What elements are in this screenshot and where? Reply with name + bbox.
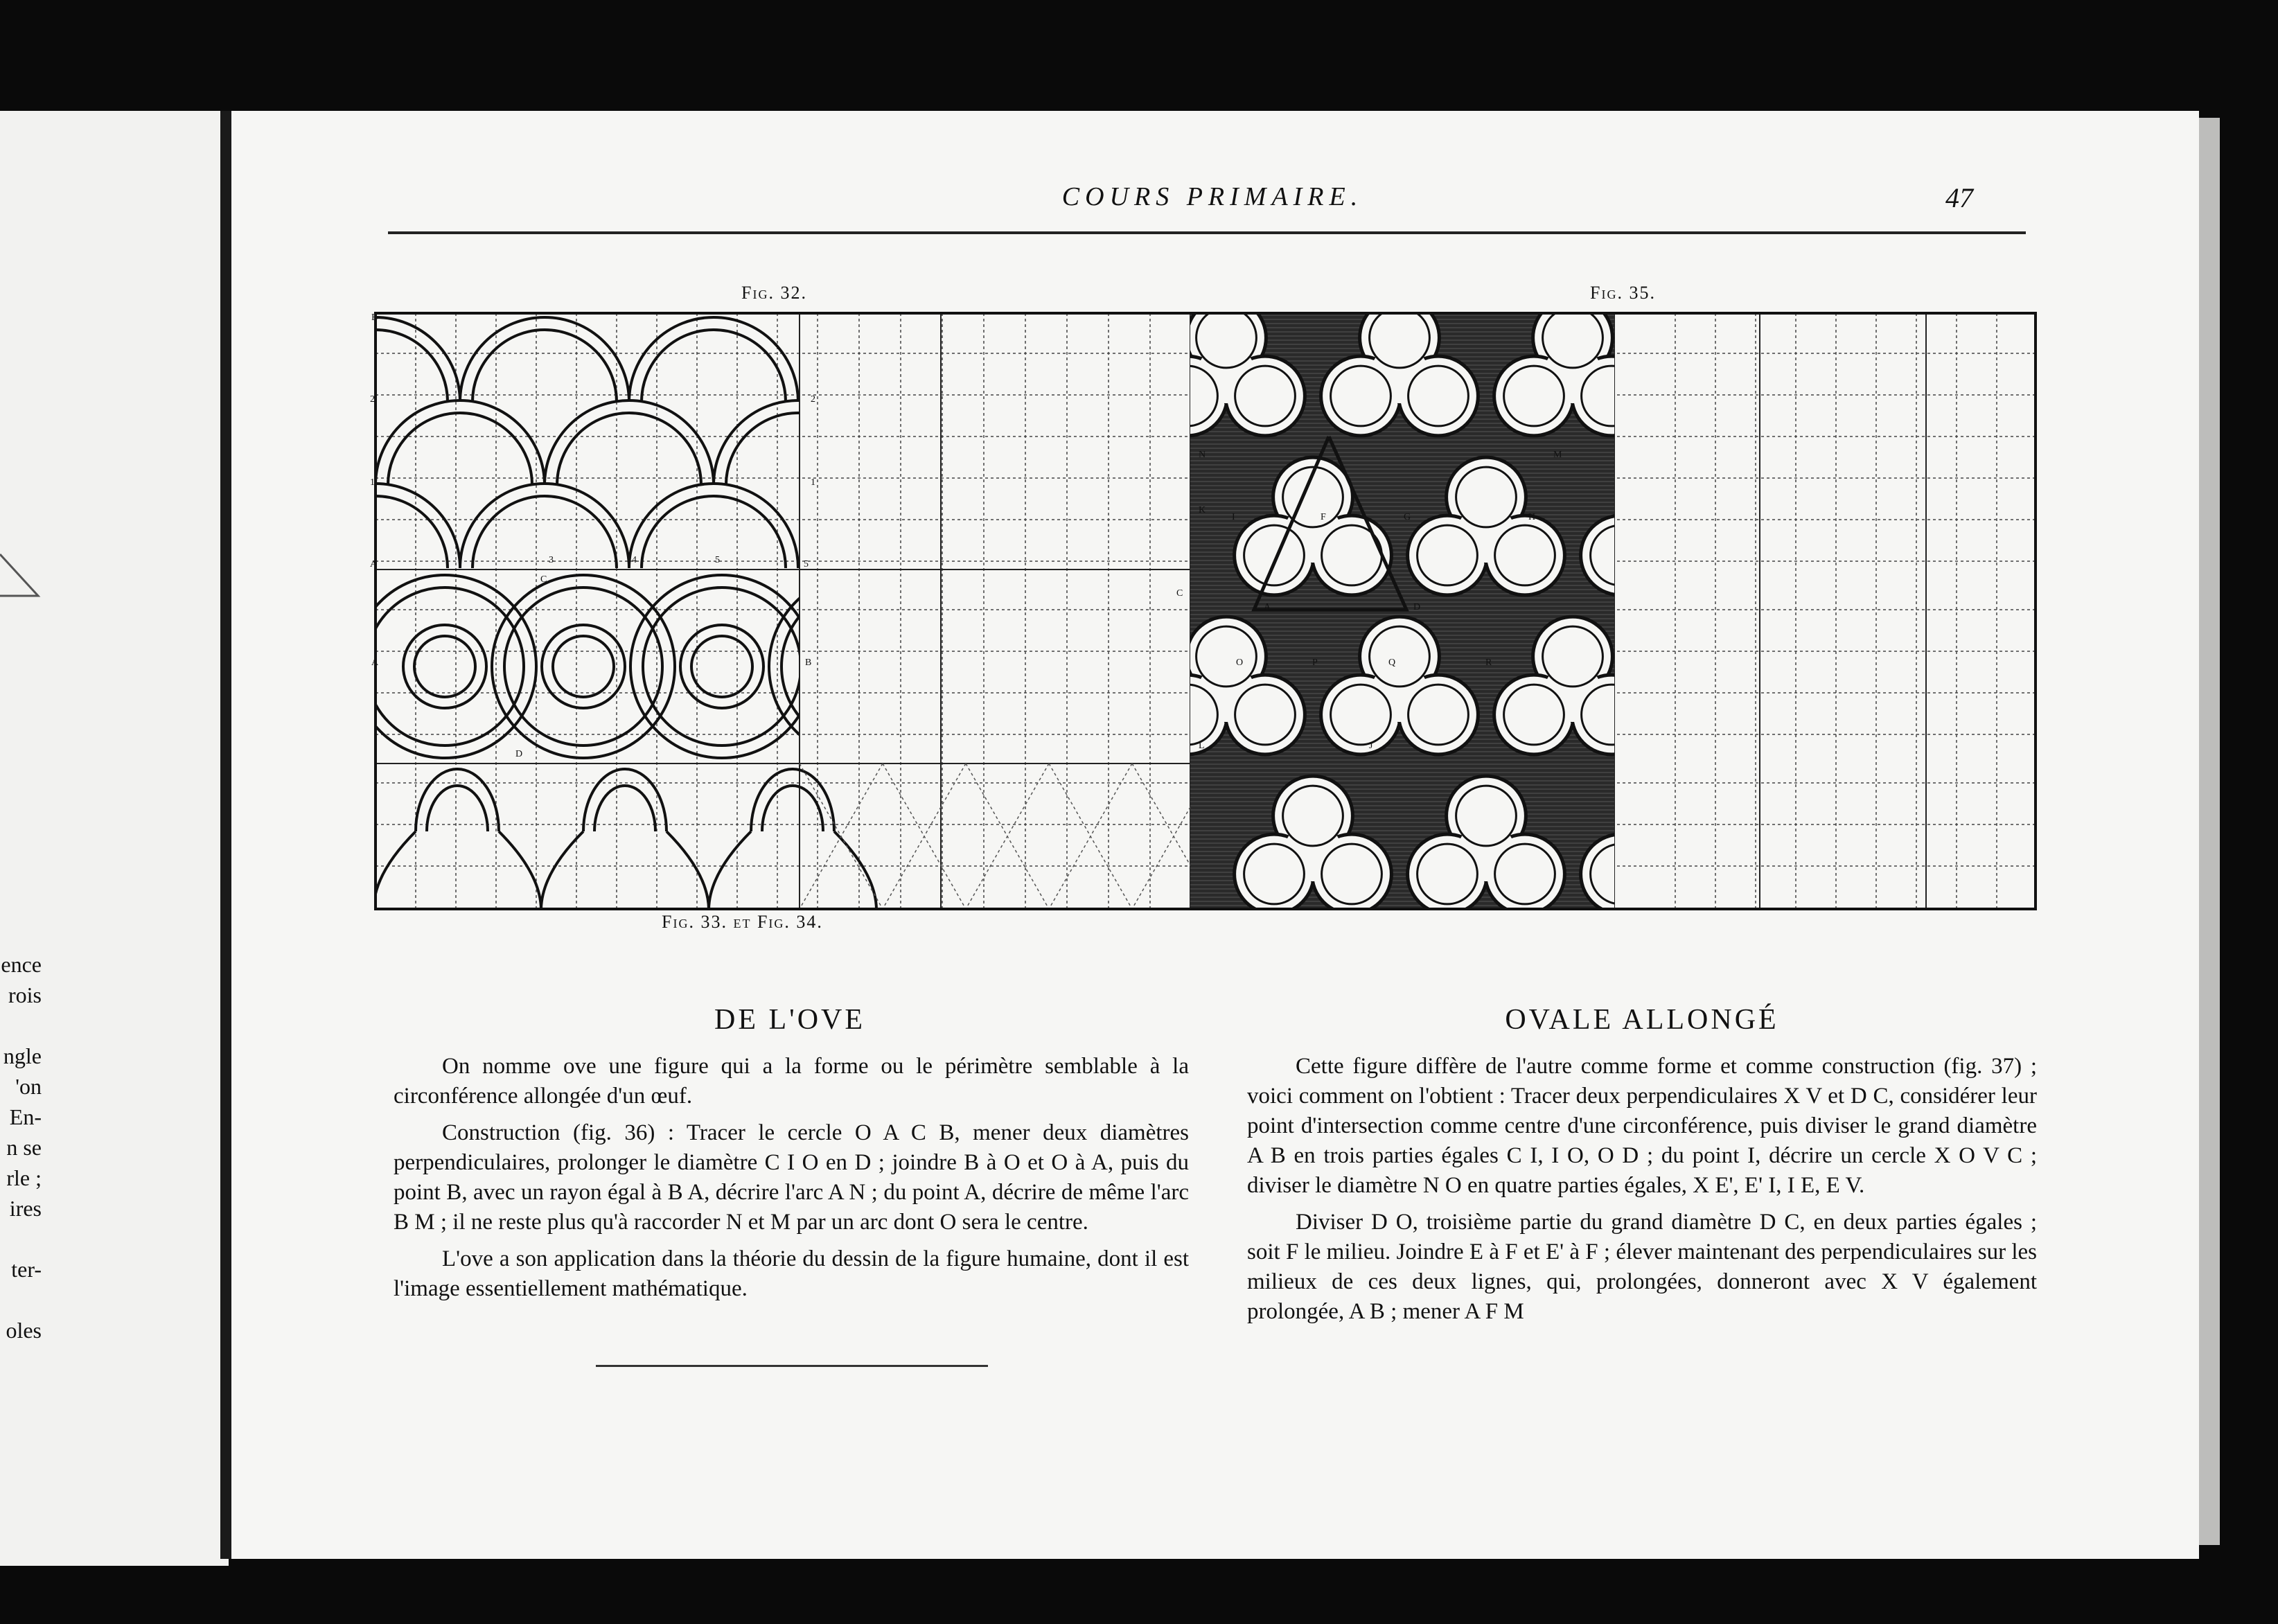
construction-letter: 2' xyxy=(370,394,377,405)
paragraph: Cette figure diffère de l'autre comme forme et comme construction (fig. 37) ; voici comment on l'obtient : Tracer deux perpendiculaires X V et D C, considérer leur point d'intersection comme centre d'une circonférence, puis diviser le grand diamètre A B en trois parties égales C I, I O, O D ; du point I, décrire un cercle X O V C ; diviser le diamètre N O en quatre parties égales, X E', E' I, I E, E V. xyxy=(1247,1054,2037,1198)
margin-fragment: ence xyxy=(1,952,42,977)
left-page xyxy=(0,111,229,1566)
construction-letter: 3 xyxy=(549,555,554,565)
construction-letter: A xyxy=(371,657,379,668)
margin-fragment: ngle xyxy=(3,1043,42,1068)
construction-letter: 2 xyxy=(811,394,815,405)
construction-letter: 1' xyxy=(370,477,377,488)
construction-letter: R xyxy=(1485,657,1492,668)
fig35-label: Fig. 35. xyxy=(1590,283,1656,303)
construction-letter: C xyxy=(540,574,547,585)
paragraph: Diviser D O, troisième partie du grand diamètre D C, en deux parties égales ; soit F le milieu. Joindre E à F et E' à F ; élever maintenant des perpendiculaires sur les milieux de ces deux lignes, qui, prolongées, donneront avec X V également prolongée, A B ; mener A F M xyxy=(1247,1210,2037,1324)
construction-letter: 4 xyxy=(632,555,637,565)
margin-fragment: oles xyxy=(6,1318,42,1343)
margin-fragment xyxy=(0,1010,42,1041)
construction-letter: B xyxy=(805,657,812,668)
page-number: 47 xyxy=(1945,182,1973,213)
construction-letter: M xyxy=(1553,450,1562,460)
construction-letter: O xyxy=(1236,657,1244,668)
running-header: COURS PRIMAIRE. xyxy=(1061,182,1363,211)
margin-fragment xyxy=(0,1224,42,1254)
margin-fragment: ter- xyxy=(11,1257,42,1282)
fig35-trefoil-pattern xyxy=(1148,305,1738,914)
construction-letter: A xyxy=(1264,602,1271,612)
construction-letter: 5 xyxy=(715,555,720,565)
heading-de-l-ove: DE L'OVE xyxy=(714,1004,866,1036)
construction-letter: A xyxy=(370,559,378,570)
construction-letter: I xyxy=(1232,512,1235,522)
margin-fragment: rois xyxy=(8,982,42,1007)
margin-fragment: n se xyxy=(6,1135,42,1160)
construction-letter: D xyxy=(515,749,523,759)
construction-letter: P xyxy=(1312,657,1318,668)
construction-letter: N xyxy=(1199,450,1206,460)
construction-letter: L xyxy=(1199,741,1205,751)
margin-fragment: 'on xyxy=(15,1074,42,1099)
fig32-scale-pattern xyxy=(367,317,883,568)
paragraph: Construction (fig. 36) : Tracer le cercle O A C B, mener deux diamètres perpendiculaires, prolonger le diamètre C I O en D ; joindre B à O et O à A, puis du point B, avec un rayon égal à B A, décrire l'arc A N ; du point A, décrire de même l'arc B M ; il ne reste plus qu'à raccorder N et M par un arc dont O sera le centre. xyxy=(394,1120,1189,1235)
margin-fragment: rle ; xyxy=(6,1165,42,1190)
heading-ovale-allonge: OVALE ALLONGÉ xyxy=(1505,1004,1779,1036)
text-column-left xyxy=(394,1052,1189,1311)
construction-letter: D xyxy=(1413,602,1421,612)
margin-fragment: En- xyxy=(9,1104,42,1129)
paragraph: L'ove a son application dans la théorie du dessin de la figure humaine, dont il est l'image essentiellement mathématique. xyxy=(394,1246,1189,1301)
margin-fragment xyxy=(0,1285,42,1315)
fig33-ring-pattern xyxy=(367,575,952,758)
construction-letter: 1 xyxy=(811,477,815,488)
figure-plate xyxy=(367,305,2044,928)
construction-letter: G xyxy=(1404,512,1411,522)
fig33-34-label: Fig. 33. et Fig. 34. xyxy=(662,912,823,932)
construction-letter: J xyxy=(1369,741,1373,751)
page-edge xyxy=(2199,118,2220,1545)
header-rule xyxy=(388,231,2026,234)
construction-letter: B xyxy=(371,312,378,323)
construction-letter: K xyxy=(1199,505,1206,515)
construction-letter: F xyxy=(1321,512,1326,522)
construction-letter: 5 xyxy=(804,559,809,570)
construction-letter: Q xyxy=(1388,657,1396,668)
fig32-label: Fig. 32. xyxy=(741,283,807,303)
paragraph: On nomme ove une figure qui a la forme ou le périmètre semblable à la circonférence allongée d'un œuf. xyxy=(394,1054,1189,1109)
margin-fragment: ires xyxy=(9,1196,42,1221)
construction-letter: H xyxy=(1528,512,1536,522)
left-page-margin-text xyxy=(0,949,42,1345)
text-column-right xyxy=(1247,1052,2037,1334)
left-page-figure-fragment xyxy=(0,547,48,603)
section-end-rule xyxy=(596,1365,988,1367)
book-binding xyxy=(220,111,231,1559)
fig34-arch-pattern xyxy=(373,764,1215,909)
construction-letter: C xyxy=(1176,588,1183,599)
